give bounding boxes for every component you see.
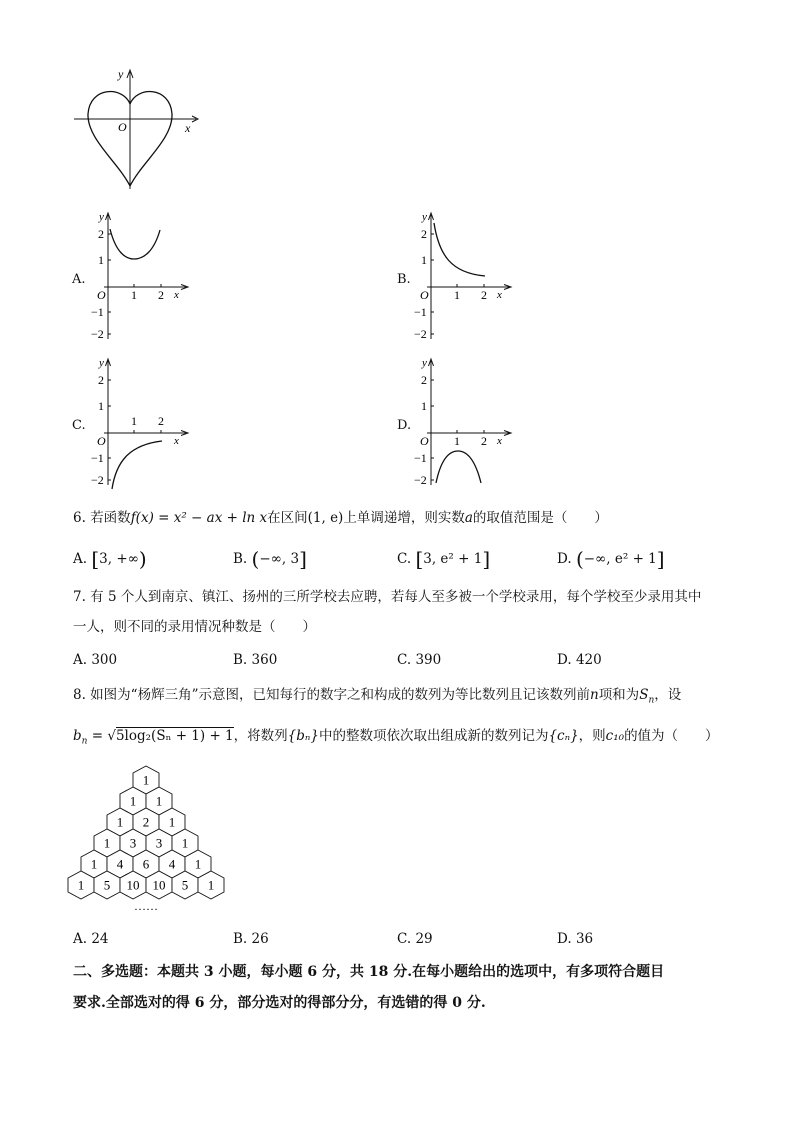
q5-d-tick-y2: 2	[421, 373, 427, 387]
q7-option-a-label: A.	[73, 652, 88, 668]
q6-function: f(x) = x² − ax + ln x	[130, 510, 268, 526]
yanghui-cell-value: 3	[155, 835, 163, 851]
q5-a-y-axis-label: y	[99, 211, 104, 223]
q5-c-tick-x1: 1	[131, 414, 137, 428]
yanghui-cell-value: 1	[103, 835, 111, 851]
yanghui-cell-value: 1	[142, 772, 150, 788]
q5-a-tick-x1: 1	[131, 288, 137, 302]
q7-option-d-label: D.	[557, 652, 572, 668]
q5-c-tick-ym2: −2	[91, 473, 104, 487]
q7-option-d-value: 420	[575, 652, 602, 668]
q5-c-tick-y2: 2	[98, 373, 104, 387]
yanghui-cell-value: 10	[126, 877, 140, 893]
yanghui-cell-value: 1	[129, 793, 137, 809]
q6-stem	[73, 508, 608, 528]
q6-option-c-label: C.	[397, 551, 412, 567]
q8-text-2d: ，则	[578, 728, 606, 744]
yanghui-cell-value: 4	[116, 856, 124, 872]
q8-text-2b: ，将数列	[233, 728, 288, 744]
q8-option-c-value: 29	[415, 931, 433, 947]
yanghui-cell-value: 1	[168, 814, 176, 830]
q8-option-a-value: 24	[91, 931, 109, 947]
q7-option-a-value: 300	[91, 652, 118, 668]
q8-option-d	[557, 929, 593, 949]
q8-stem-line1	[73, 685, 681, 711]
q6-option-d-rbracket: ]	[656, 547, 665, 571]
q6-option-a-label: A.	[73, 551, 88, 567]
q6-option-c-lbracket: [	[415, 547, 424, 571]
q5-b-y-axis-label: y	[422, 211, 427, 223]
q8-option-a-label: A.	[73, 931, 88, 947]
q5-option-d-label: D.	[397, 418, 412, 433]
q8-option-b	[233, 929, 269, 949]
q6-text-2: 在区间	[267, 510, 308, 526]
q5-d-tick-ym1: −1	[414, 451, 427, 465]
heart-origin-label: O	[118, 120, 127, 134]
q5-option-c-graph	[88, 353, 198, 493]
yanghui-cell-value: 4	[168, 856, 176, 872]
q5-option-a-label: A.	[72, 272, 86, 287]
yanghui-cell-value: 1	[77, 877, 85, 893]
q8-option-b-label: B.	[233, 931, 248, 947]
yanghui-cell-value: 2	[142, 814, 150, 830]
q8-option-a	[73, 929, 109, 949]
q6-option-c-rbracket: ]	[482, 547, 491, 571]
yanghui-triangle	[66, 764, 236, 914]
q8-equals: =	[91, 728, 104, 744]
q5-a-tick-ym2: −2	[91, 327, 104, 341]
q6-option-a-value: 3, +∞	[99, 551, 139, 567]
q5-b-x-axis-label: x	[497, 289, 502, 301]
q5-c-y-axis-label: y	[99, 357, 104, 369]
yanghui-cell-value: 1	[155, 793, 163, 809]
q5-b-tick-y2: 2	[421, 227, 427, 241]
q8-text-2e: 的值为（ ）	[624, 728, 719, 744]
q8-sqrt-sign: √	[107, 728, 116, 744]
q6-option-d-value: −∞, e² + 1	[583, 551, 657, 567]
q8-text-1b: 项和为	[598, 687, 640, 703]
q8-bn-subscript: n	[81, 736, 88, 747]
q5-c-x-axis-label: x	[174, 435, 179, 447]
section-2-heading-line1: 二、多选题：本题共 3 小题，每小题 6 分，共 18 分.在每小题给出的选项中，有多项符合题目	[73, 964, 665, 980]
q7-stem-line1: 7. 有 5 个人到南京、镇江、扬州的三所学校去应聘，若每人至多被一个学校录用，每个学校至少录用其中	[73, 589, 702, 605]
q6-option-d-label: D.	[557, 551, 572, 567]
q7-option-b	[233, 650, 277, 670]
q5-a-origin: O	[97, 288, 106, 302]
q6-option-b-label: B.	[233, 551, 248, 567]
q8-option-c	[397, 929, 433, 949]
q8-c10: c₁₀	[605, 728, 625, 744]
q5-c-tick-x2: 2	[158, 414, 164, 428]
q6-option-a-rbracket: )	[138, 547, 147, 571]
q5-d-tick-x2: 2	[481, 434, 487, 448]
q5-option-b-graph	[411, 207, 521, 347]
q6-text-3: 上单调递增，则实数	[343, 510, 465, 526]
q6-option-b-rbracket: ]	[299, 547, 307, 571]
q7-stem-line2: 一人，则不同的录用情况种数是（ ）	[73, 619, 316, 635]
q5-d-tick-ym2: −2	[414, 473, 427, 487]
q6-option-a	[73, 549, 147, 569]
yanghui-cell-value: 1	[90, 856, 98, 872]
q6-option-d-lbracket: (	[575, 547, 584, 571]
q6-option-c-value: 3, e² + 1	[423, 551, 483, 567]
q5-a-tick-y2: 2	[98, 227, 104, 241]
q5-option-a-graph	[88, 207, 198, 347]
q8-text-2c: 中的整数项依次取出组成新的数列记为	[318, 728, 549, 744]
q5-d-tick-x1: 1	[454, 434, 460, 448]
q5-b-origin: O	[420, 288, 429, 302]
q8-option-d-label: D.	[557, 931, 572, 947]
q5-d-origin: O	[420, 434, 429, 448]
q5-d-x-axis-label: x	[497, 435, 502, 447]
q6-option-b-lbracket: (	[251, 547, 260, 571]
q5-a-tick-y1: 1	[98, 253, 104, 267]
yanghui-cell-value: 1	[194, 856, 202, 872]
q5-a-tick-ym1: −1	[91, 305, 104, 319]
q8-sn-symbol: S	[639, 687, 649, 703]
q5-option-b-label: B.	[397, 272, 411, 287]
q5-b-tick-y1: 1	[421, 253, 427, 267]
section-2-heading-line2: 要求.全部选对的得 6 分，部分选对的得部分分，有选错的得 0 分.	[73, 995, 486, 1011]
q8-bn-symbol: b	[73, 728, 82, 744]
q5-b-tick-x2: 2	[481, 288, 487, 302]
q5-a-x-axis-label: x	[174, 289, 179, 301]
q7-option-d	[557, 650, 602, 670]
q8-option-d-value: 36	[575, 931, 594, 947]
yanghui-cell-value: 5	[103, 877, 111, 893]
q8-stem-line2	[73, 726, 719, 752]
q6-option-d	[557, 549, 665, 569]
q5-b-tick-ym1: −1	[414, 305, 427, 319]
q5-c-tick-y1: 1	[98, 399, 104, 413]
q6-option-c	[397, 549, 490, 569]
q6-interval: (1, e)	[307, 510, 344, 526]
q8-set-cn: {cₙ}	[548, 728, 579, 744]
q8-text-1c: ，设	[654, 687, 682, 703]
q5-b-tick-x1: 1	[454, 288, 460, 302]
q8-option-b-value: 26	[251, 931, 269, 947]
q7-option-a	[73, 650, 117, 670]
q5-d-tick-y1: 1	[421, 399, 427, 413]
q8-n-symbol: n	[589, 687, 599, 703]
q8-option-c-label: C.	[397, 931, 412, 947]
q8-text-1a: 8. 如图为“杨辉三角”示意图，已知每行的数字之和构成的数列为等比数列且记该数列前	[73, 687, 590, 703]
q7-option-c-label: C.	[397, 652, 412, 668]
q6-variable: a	[464, 510, 473, 526]
q6-option-a-lbracket: [	[91, 547, 100, 571]
yanghui-cell-value: 1	[116, 814, 124, 830]
q5-option-c-label: C.	[72, 418, 86, 433]
q5-d-y-axis-label: y	[422, 357, 427, 369]
yanghui-cell-value: 5	[181, 877, 189, 893]
q5-c-origin: O	[97, 434, 106, 448]
yanghui-ellipsis: ……	[134, 899, 158, 913]
yanghui-cell-value: 10	[152, 877, 166, 893]
q8-sn-subscript: n	[648, 695, 655, 706]
q5-b-tick-ym2: −2	[414, 327, 427, 341]
yanghui-cell-value: 6	[142, 856, 150, 872]
q8-set-bn: {bₙ}	[287, 728, 319, 744]
q7-option-b-value: 360	[251, 652, 278, 668]
q6-text-4: 的取值范围是（ ）	[472, 510, 608, 526]
heart-graph	[68, 64, 203, 194]
q8-radicand: 5log₂(Sₙ + 1) + 1	[115, 728, 234, 744]
q7-option-c	[397, 650, 441, 670]
q6-option-b	[233, 549, 307, 569]
q5-c-tick-ym1: −1	[91, 451, 104, 465]
heart-y-label: y	[118, 67, 124, 81]
q5-a-tick-x2: 2	[158, 288, 164, 302]
yanghui-cell-value: 1	[181, 835, 189, 851]
q6-number: 6.	[73, 510, 86, 526]
yanghui-cell-value: 3	[129, 835, 137, 851]
yanghui-cell-value: 1	[207, 877, 215, 893]
q7-option-b-label: B.	[233, 652, 248, 668]
q6-text-1: 若函数	[90, 510, 131, 526]
q6-option-b-value: −∞, 3	[259, 551, 300, 567]
q5-option-d-graph	[411, 353, 521, 493]
heart-x-label: x	[185, 121, 191, 135]
q7-option-c-value: 390	[415, 652, 442, 668]
